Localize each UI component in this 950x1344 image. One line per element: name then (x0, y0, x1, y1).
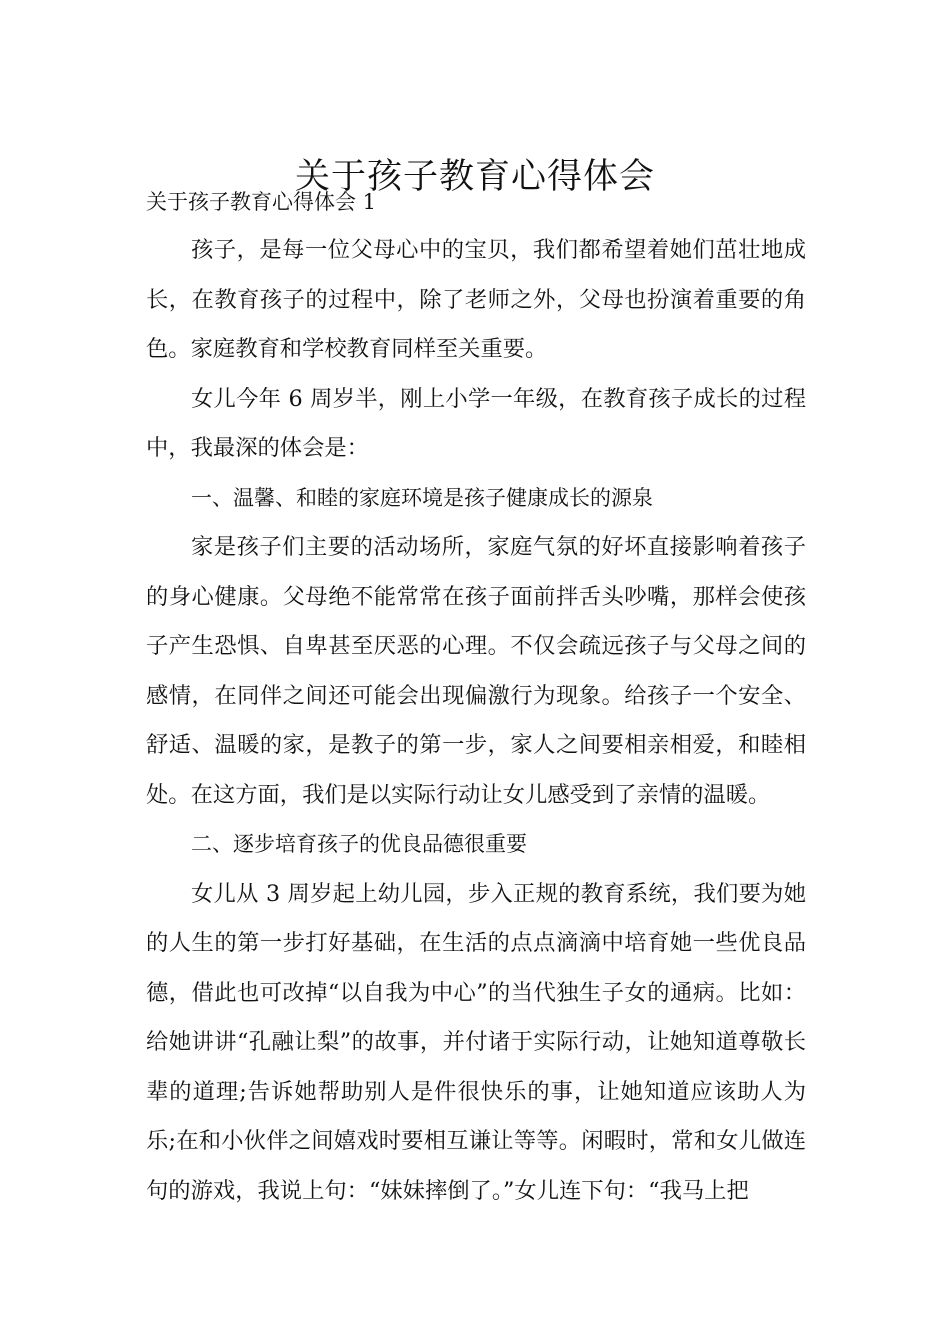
paragraph: 家是孩子们主要的活动场所，家庭气氛的好坏直接影响着孩子的身心健康。父母绝不能常常在孩子面前拌舌头吵嘴，那样会使孩子产生恐惧、自卑甚至厌恶的心理。不仅会疏远孩子与父母之间的感情，在同伴之间还可能会出现偏激行为现象。给孩子一个安全、舒适、温暖的家，是教子的第一步，家人之间要相亲相爱，和睦相处。在这方面，我们是以实际行动让女儿感受到了亲情的温暖。 (146, 534, 806, 808)
section-heading: 一、温馨、和睦的家庭环境是孩子健康成长的源泉 (191, 485, 653, 510)
document-subtitle: 关于孩子教育心得体会 1 (146, 190, 377, 214)
paragraph: 女儿从 3 周岁起上幼儿园，步入正规的教育系统，我们要为她的人生的第一步打好基础，在生活的点点滴滴中培育她一些优良品德，借此也可改掉“以自我为中心”的当代独生子女的通病。比如：给她讲讲“孔融让梨”的故事，并付诸于实际行动，让她知道尊敬长辈的道理;告诉她帮助别人是件很快乐的事，让她知道应该助人为乐;在和小伙伴之间嬉戏时要相互谦让等等。闲暇时，常和女儿做连句的游戏，我说上句：“妹妹摔倒了。”女儿连下句：“我马上把 (146, 880, 806, 1204)
section-heading: 二、逐步培育孩子的优良品德很重要 (191, 832, 527, 856)
paragraph: 女儿今年 6 周岁半，刚上小学一年级，在教育孩子成长的过程中，我最深的体会是： (146, 385, 806, 461)
paragraph: 孩子，是每一位父母心中的宝贝，我们都希望着她们茁壮地成长，在教育孩子的过程中，除了老师之外，父母也扮演着重要的角色。家庭教育和学校教育同样至关重要。 (146, 237, 806, 362)
document-title: 关于孩子教育心得体会 (294, 157, 655, 198)
document-body (146, 226, 806, 1216)
